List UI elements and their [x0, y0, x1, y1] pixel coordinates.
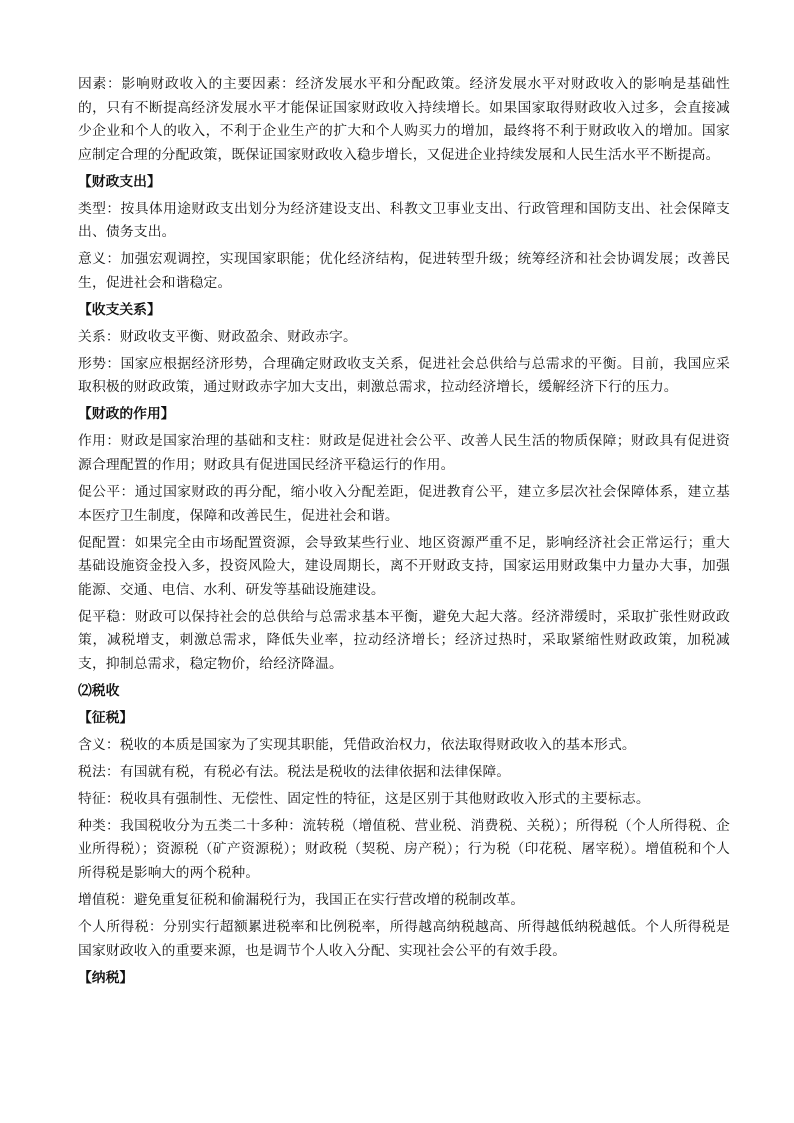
section-heading-taxation: ⑵税收 — [78, 682, 120, 699]
paragraph-promote-fairness: 促公平：通过国家财政的再分配，缩小收入分配差距，促进教育公平，建立多层次社会保障体系，建立基本医疗卫生制度，保障和改善民生，促进社会和谐。 — [78, 484, 730, 524]
document-body — [78, 73, 730, 994]
paragraph-balance-relation: 关系：财政收支平衡、财政盈余、财政赤字。 — [78, 328, 357, 345]
section-heading-expenditure: 【财政支出】 — [78, 173, 161, 190]
section-heading-tax-levy: 【征税】 — [78, 709, 134, 726]
paragraph-income-tax: 个人所得税：分别实行超额累进税率和比例税率，所得越高纳税越高、所得越低纳税越低。个人所得税是国家财政收入的重要来源，也是调节个人收入分配、实现社会公平的有效手段。 — [78, 919, 730, 959]
paragraph-expenditure-types: 类型：按具体用途财政支出划分为经济建设支出、科教文卫事业支出、行政管理和国防支出、社会保障支出、债务支出。 — [78, 200, 730, 241]
paragraph-tax-types: 种类：我国税收分为五类二十多种：流转税（增值税、营业税、消费税、关税）；所得税（个人所得税、企业所得税）；资源税（矿产资源税）；财政税（契税、房产税）；行为税（印花税、屠宰税）。增值税和个人所得税是影响大的两个税种。 — [78, 817, 730, 882]
paragraph-factors: 因素：影响财政收入的主要因素：经济发展水平和分配政策。经济发展水平对财政收入的影响是基础性的，只有不断提高经济发展水平才能保证国家财政收入持续增长。如果国家取得财政收入过多，会直接减少企业和个人的收入，不利于企业生产的扩大和个人购买力的增加，最终将不利于财政收入的增加。国家应制定合理的分配政策，既保证国家财政收入稳步增长，又促进企业持续发展和人民生活水平不断提高。 — [78, 76, 730, 163]
paragraph-vat: 增值税：避免重复征税和偷漏税行为，我国正在实行营改增的税制改革。 — [78, 892, 525, 909]
section-heading-tax-payment: 【纳税】 — [78, 969, 134, 986]
paragraph-promote-stability: 促平稳：财政可以保持社会的总供给与总需求基本平衡，避免大起大落。经济滞缓时，采取扩张性财政政策，减税增支，刺激总需求，降低失业率，拉动经济增长；经济过热时，采取紧缩性财政政策，加税减支，抑制总需求，稳定物价，给经济降温。 — [78, 608, 730, 672]
paragraph-tax-meaning: 含义：税收的本质是国家为了实现其职能，凭借政治权力，依法取得财政收入的基本形式。 — [78, 736, 636, 753]
section-heading-balance: 【收支关系】 — [78, 301, 161, 318]
paragraph-promote-allocation: 促配置：如果完全由市场配置资源，会导致某些行业、地区资源严重不足，影响经济社会正常运行；重大基础设施资金投入多，投资风险大，建设周期长，离不开财政支持，国家运用财政集中力量办大事，加强能源、交通、电信、水利、研发等基础设施建设。 — [78, 534, 730, 598]
paragraph-role: 作用：财政是国家治理的基础和支柱：财政是促进社会公平、改善人民生活的物质保障；财政具有促进资源合理配置的作用；财政具有促进国民经济平稳运行的作用。 — [78, 433, 730, 474]
paragraph-expenditure-significance: 意义：加强宏观调控，实现国家职能；优化经济结构，促进转型升级；统筹经济和社会协调发展；改善民生，促进社会和谐稳定。 — [78, 251, 730, 291]
section-heading-finance-role: 【财政的作用】 — [78, 406, 175, 423]
paragraph-tax-law: 税法：有国就有税，有税必有法。税法是税收的法律依据和法律保障。 — [78, 763, 511, 780]
paragraph-balance-situation: 形势：国家应根据经济形势，合理确定财政收支关系，促进社会总供给与总需求的平衡。目前，我国应采取积极的财政政策，通过财政赤字加大支出，刺激总需求，拉动经济增长，缓解经济下行的压力。 — [78, 355, 730, 396]
paragraph-tax-features: 特征：税收具有强制性、无偿性、固定性的特征，这是区别于其他财政收入形式的主要标志。 — [78, 790, 650, 807]
